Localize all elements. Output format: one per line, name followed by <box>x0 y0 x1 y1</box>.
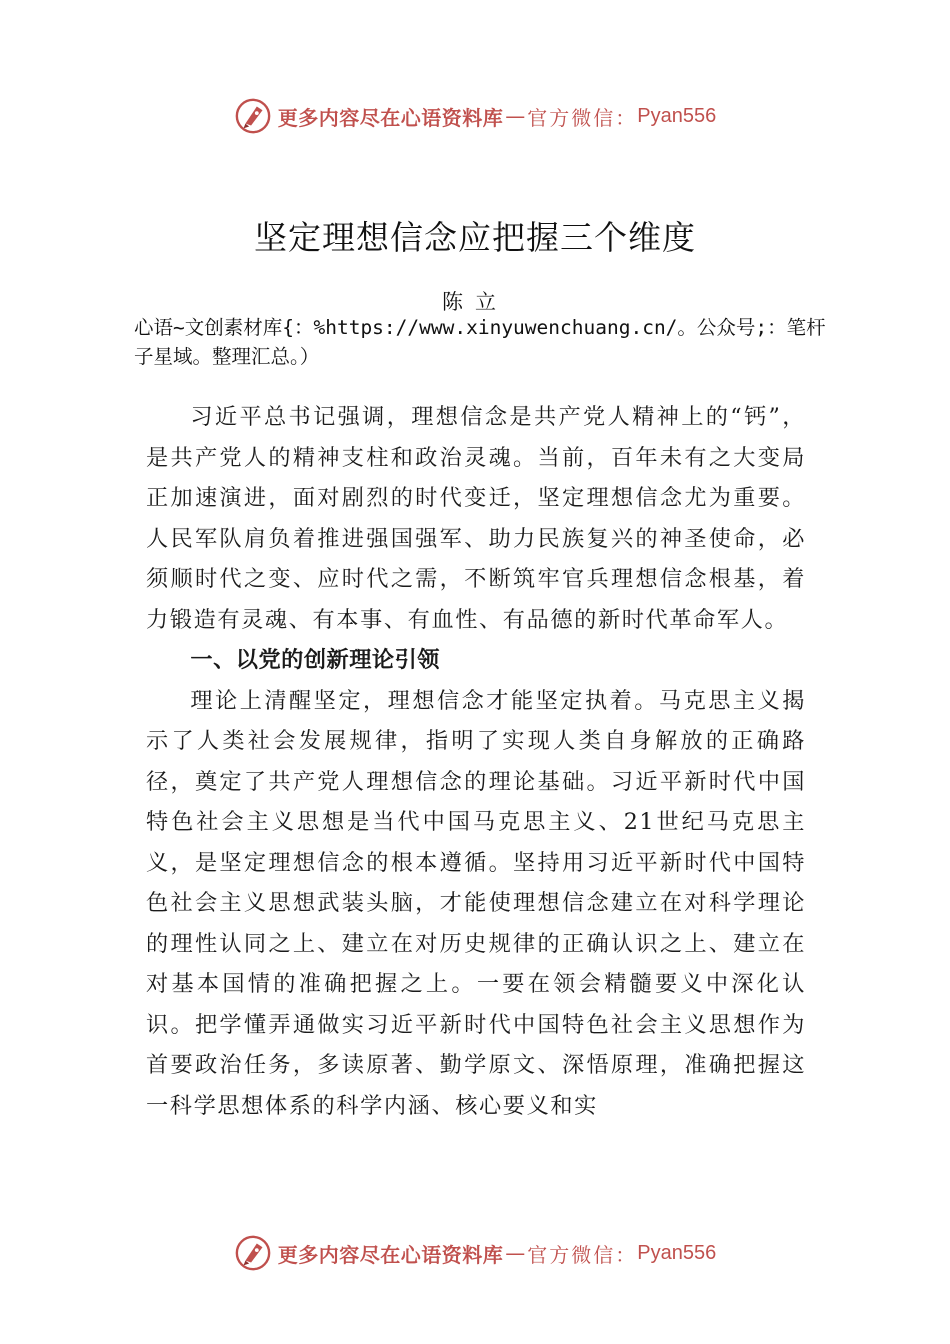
banner-wechat-label: 官方微信： <box>527 1242 638 1267</box>
pen-nib-icon <box>234 97 272 135</box>
banner-separator: — <box>505 104 526 128</box>
banner-wechat-label: 官方微信： <box>527 105 638 130</box>
banner-wechat-id: Pyan556 <box>637 1241 717 1264</box>
footer-banner <box>0 1231 950 1275</box>
document-author: 陈立 <box>442 290 508 314</box>
document-body <box>146 397 806 1126</box>
banner-wechat-id: Pyan556 <box>637 104 717 127</box>
banner-text: 更多内容尽在心语资料库 <box>277 105 504 130</box>
paragraph: 理论上清醒坚定，理想信念才能坚定执着。马克思主义揭示了人类社会发展规律，指明了实现人类自身解放的正确路径，奠定了共产党人理想信念的理论基础。习近平新时代中国特色社会主义思想是当代中国马克思主义、21世纪马克思主义，是坚定理想信念的根本遵循。坚持用习近平新时代中国特色社会主义思想武装头脑，才能使理想信念建立在对科学理论的理性认同之上、建立在对历史规律的正确认识之上、建立在对基本国情的准确把握之上。一要在领会精髓要义中深化认识。把学懂弄通做实习近平新时代中国特色社会主义思想作为首要政治任务，多读原著、勤学原文、深悟原理，准确把握这一科学思想体系的科学内涵、核心要义和实 <box>146 687 806 1119</box>
banner-separator: — <box>505 1241 526 1265</box>
paragraph: 习近平总书记强调，理想信念是共产党人精神上的“钙”，是共产党人的精神支柱和政治灵魂。当前，百年未有之大变局正加速演进，面对剧烈的时代变迁，坚定理想信念尤为重要。人民军队肩负着推进强国强军、助力民族复兴的神圣使命，必须顺时代之变、应时代之需，不断筑牢官兵理想信念根基，着力锻造有灵魂、有本事、有血性、有品德的新时代革命军人。 <box>146 404 806 633</box>
pen-nib-icon <box>234 1234 272 1272</box>
source-note: 心语~文创素材库{：%https://www.xinyuwenchuang.cn/。公众号;：笔杆子星域。整理汇总。） <box>134 316 826 368</box>
header-banner <box>0 94 950 138</box>
document-title: 坚定理想信念应把握三个维度 <box>254 218 696 257</box>
banner-text: 更多内容尽在心语资料库 <box>277 1242 504 1267</box>
section-heading: 一、以党的创新理论引领 <box>190 647 440 673</box>
